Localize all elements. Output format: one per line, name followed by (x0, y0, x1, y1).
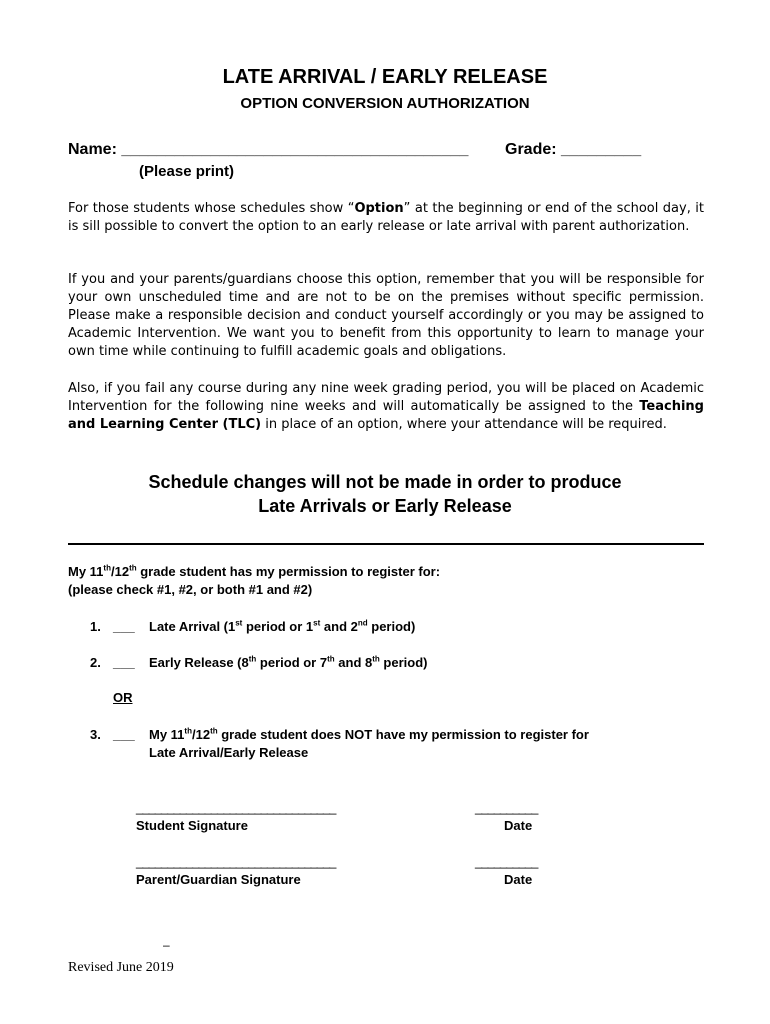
parent-date-line[interactable]: __________ (475, 854, 538, 869)
form-page: LATE ARRIVAL / EARLY RELEASE OPTION CONVERSION AUTHORIZATION Name: _______________________________________ Grade: _________ (Please print) For those students whose schedules show “Option” at the beginning or end of the school day, it is sill possible to convert the option to an early release or late arrival with parent authorization. If you and your parents/guardians choose this option, remember that you will be responsible for your own unscheduled time and are not to be on the premises without specific permission. Please make a responsible decision and conduct yourself accordingly or you may be assigned to Academic Intervention. We want you to benefit from this opportunity to learn to manage your own time while continuing to fulfill academic goals and obligations. Also, if you fail any course during any nine week grading period, you will be placed on Academic Intervention for the following nine weeks and will automatically be assigned to the Teaching and Learning Center (TLC) in place of an option, where your attendance will be required. Schedule changes will not be made in order to produce Late Arrivals or Early Release My 11th/12th grade student has my permission to register for: (please check #1, #2, or both #1 and #2) 1. ___ Late Arrival (1st period or 1st and 2nd period) 2. ___ Early Release (8th period or 7th and 8th period) OR 3. ___ My 11th/12th grade student does NOT have my permission to register for Late Arrival/Early Release ________________________________ Student Signature __________ Date ________________________________ Parent/Guardian Signature __________ Date – Revised June 2019 (0, 0, 770, 1024)
print-note: (Please print) (139, 163, 235, 180)
notice-line-1: Schedule changes will not be made in order to produce (148, 472, 622, 492)
student-date-label: Date (504, 818, 533, 833)
permission-statement: My 11th/12th grade student has my permission to register for: (please check #1, #2, or both #1 and #2) (68, 563, 441, 597)
student-signature-label: Student Signature (136, 818, 248, 833)
check-blank-1[interactable]: ___ (113, 619, 135, 634)
footer-dash: – (163, 938, 170, 952)
name-field[interactable]: Name: _______________________________________ (68, 141, 469, 158)
paragraph-intervention: Also, if you fail any course during any nine week grading period, you will be placed on Academic Intervention for the following nine weeks and will automatically be assigned to the Teaching and Learning Center (TLC) in place of an option, where your attendance will be required. (68, 381, 704, 432)
check-blank-2[interactable]: ___ (113, 655, 135, 670)
form-subtitle: OPTION CONVERSION AUTHORIZATION (240, 95, 530, 112)
parent-signature-line[interactable]: ________________________________ (136, 854, 336, 869)
grade-field[interactable]: Grade: _________ (505, 141, 642, 158)
parent-signature-label: Parent/Guardian Signature (136, 872, 301, 887)
revision-note: Revised June 2019 (68, 960, 174, 975)
paragraph-responsibility: If you and your parents/guardians choose this option, remember that you will be responsible for your own unscheduled time and are not to be on the premises without specific permission. Please make a responsible decision and conduct yourself accordingly or you may be assigned to Academic Intervention. We want you to benefit from this opportunity to learn to manage your own time while continuing to fulfill academic goals and obligations. (68, 272, 704, 359)
parent-date-label: Date (504, 872, 533, 887)
notice-line-2: Late Arrivals or Early Release (258, 496, 512, 516)
section-divider (68, 543, 704, 545)
form-title: LATE ARRIVAL / EARLY RELEASE (222, 66, 548, 88)
or-label: OR (113, 690, 133, 705)
paragraph-option-info: For those students whose schedules show “Option” at the beginning or end of the school day, it is sill possible to convert the option to an early release or late arrival with parent authorization. (68, 201, 704, 234)
student-date-line[interactable]: __________ (475, 800, 538, 815)
check-blank-3[interactable]: ___ (113, 727, 135, 742)
student-signature-line[interactable]: ________________________________ (136, 800, 336, 815)
